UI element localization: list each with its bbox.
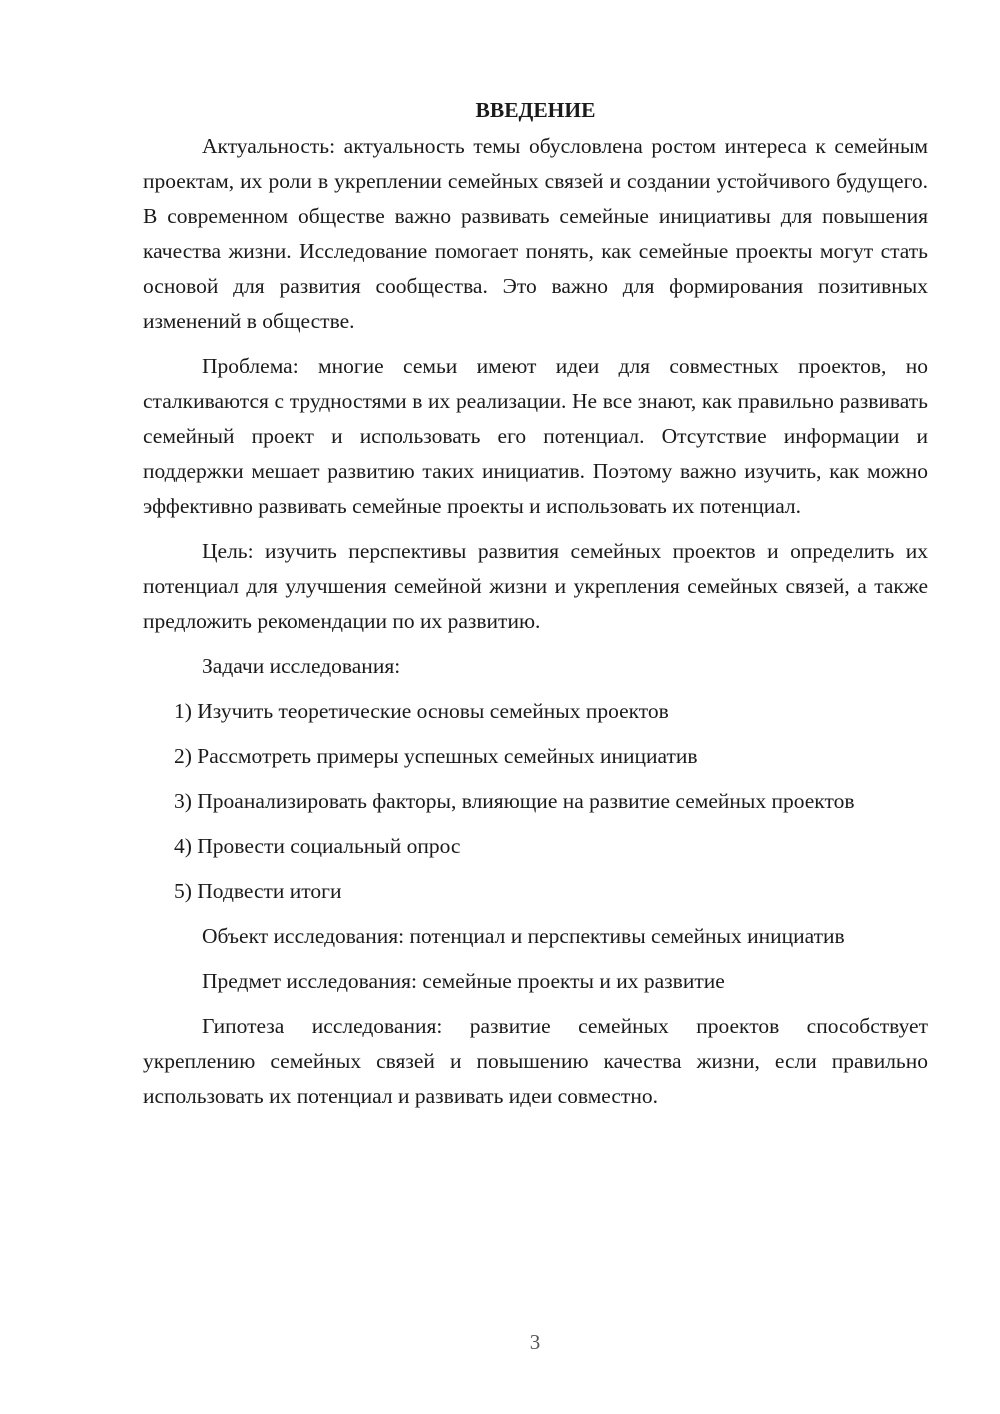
paragraph-subject: Предмет исследования: семейные проекты и их развитие	[202, 969, 725, 993]
paragraph-object: Объект исследования: потенциал и перспективы семейных инициатив	[202, 924, 845, 948]
task-item-3: 3) Проанализировать факторы, влияющие на развитие семейных проектов	[174, 789, 855, 813]
task-item-4: 4) Провести социальный опрос	[174, 834, 461, 858]
task-item-2: 2) Рассмотреть примеры успешных семейных инициатив	[174, 744, 698, 768]
paragraph-tasks-heading: Задачи исследования:	[202, 654, 401, 678]
paragraph-hypothesis: Гипотеза исследования: развитие семейных проектов способствует укреплению семейных связей и повышению качества жизни, если правильно использовать их потенциал и развивать идеи совместно.	[143, 1014, 928, 1108]
page-number: 3	[529, 1330, 541, 1354]
task-item-1: 1) Изучить теоретические основы семейных проектов	[174, 699, 669, 723]
section-title: ВВЕДЕНИЕ	[475, 98, 596, 122]
paragraph-problem: Проблема: многие семьи имеют идеи для совместных проектов, но сталкиваются с трудностями в их реализации. Не все знают, как правильно развивать семейный проект и использовать его потенциал. Отсутствие информации и поддержки мешает развитию таких инициатив. Поэтому важно изучить, как можно эффективно развивать семейные проекты и использовать их потенциал.	[143, 354, 928, 518]
paragraph-relevance: Актуальность: актуальность темы обусловлена ростом интереса к семейным проектам, их роли в укреплении семейных связей и создании устойчивого будущего. В современном обществе важно развивать семейные инициативы для повышения качества жизни. Исследование помогает понять, как семейные проекты могут стать основой для развития сообщества. Это важно для формирования позитивных изменений в обществе.	[143, 134, 928, 333]
paragraph-goal: Цель: изучить перспективы развития семейных проектов и определить их потенциал для улучшения семейной жизни и укрепления семейных связей, а также предложить рекомендации по их развитию.	[143, 539, 928, 633]
document-body	[143, 93, 928, 1114]
task-item-5: 5) Подвести итоги	[174, 879, 342, 903]
